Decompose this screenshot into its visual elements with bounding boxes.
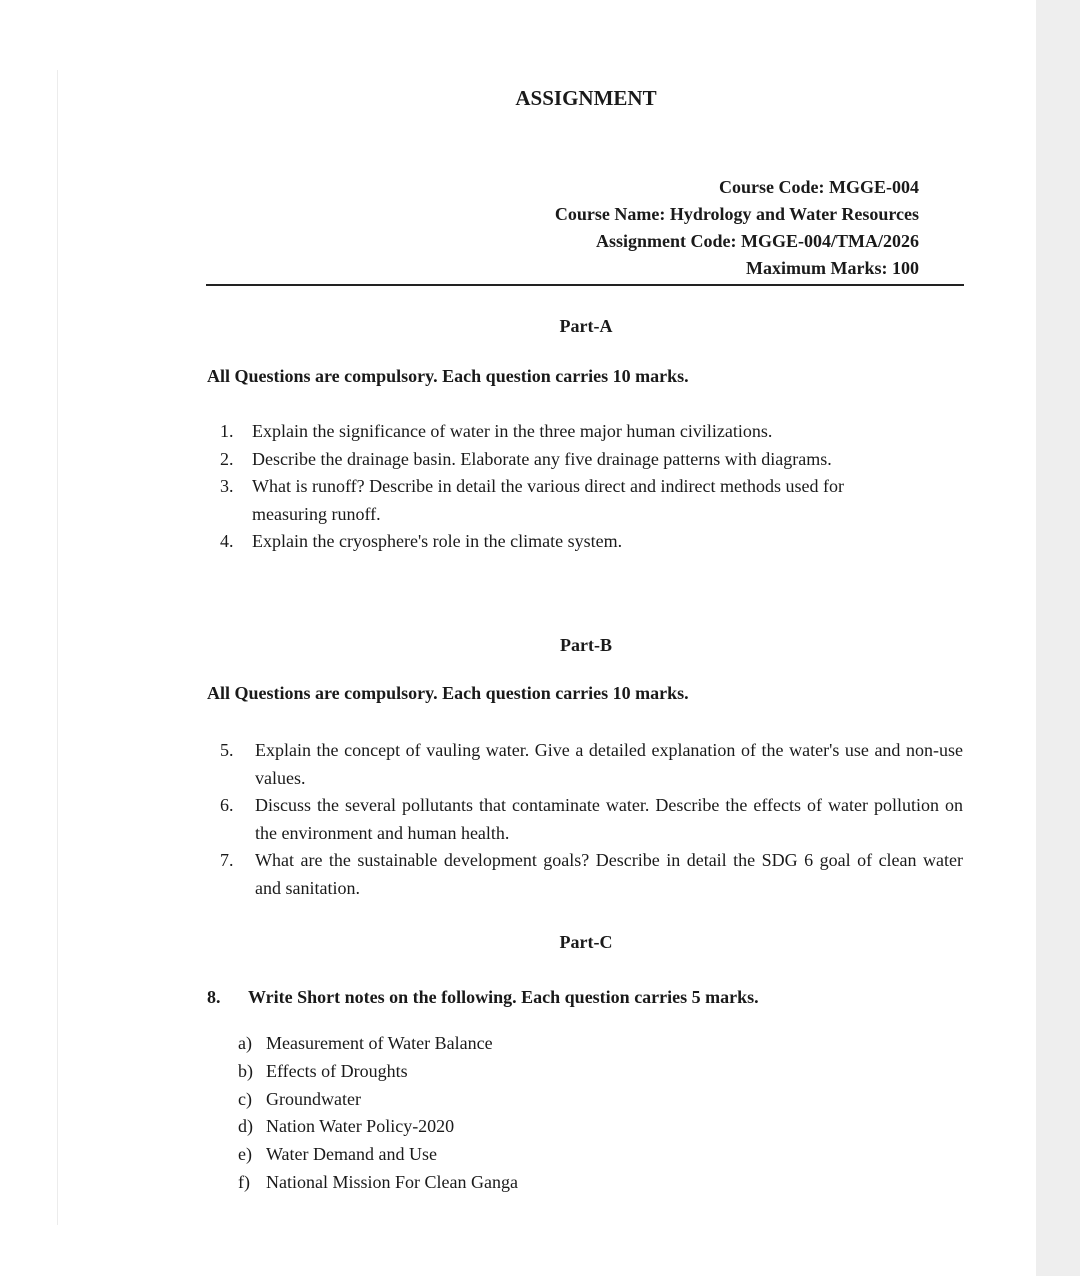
item-text: Nation Water Policy-2020 [266, 1116, 455, 1137]
short-note-item [238, 1086, 518, 1114]
question-number: 4. [220, 531, 234, 551]
maximum-marks: Maximum Marks: 100 [746, 258, 919, 278]
question-item [220, 418, 920, 446]
question-number: 5. [220, 740, 234, 760]
course-name: Course Name: Hydrology and Water Resources [554, 204, 919, 224]
header-divider [206, 284, 964, 286]
question-text: Describe the drainage basin. Elaborate any five drainage patterns with diagrams. [252, 448, 832, 469]
part-c-title: Part-C [559, 932, 613, 952]
question-item [220, 792, 963, 847]
question-text: Explain the concept of vauling water. Give a detailed explanation of the water's use and non-use values. [255, 740, 963, 788]
item-text: Groundwater [266, 1088, 361, 1109]
item-label: b) [238, 1060, 253, 1081]
question-text: Discuss the several pollutants that contaminate water. Describe the effects of water pollution on the environment and human health. [255, 795, 963, 843]
short-note-item [238, 1058, 518, 1086]
question-number: 7. [220, 850, 234, 870]
question-number: 1. [220, 421, 234, 441]
question-text: What is runoff? Describe in detail the various direct and indirect methods used for measuring runoff. [252, 476, 844, 524]
question-text: Explain the significance of water in the three major human civilizations. [252, 421, 773, 441]
part-b-questions [220, 737, 963, 902]
item-label: e) [238, 1144, 252, 1165]
course-info [555, 174, 919, 282]
short-note-item [238, 1030, 518, 1058]
part-b-instruction: All Questions are compulsory. Each question carries 10 marks. [207, 683, 689, 703]
question-item [220, 446, 920, 474]
item-label: a) [238, 1033, 252, 1053]
question-item [220, 737, 963, 792]
question-item [220, 847, 963, 902]
question-text: Write Short notes on the following. Each question carries 5 marks. [248, 987, 759, 1007]
item-label: f) [238, 1171, 250, 1192]
short-note-item [238, 1169, 518, 1197]
question-text: What are the sustainable development goals? Describe in detail the SDG 6 goal of clean water and sanitation. [255, 850, 963, 898]
short-notes-list [238, 1030, 518, 1197]
short-note-item [238, 1141, 518, 1169]
question-number: 2. [220, 448, 234, 469]
item-label: c) [238, 1088, 252, 1109]
item-label: d) [238, 1116, 253, 1137]
document-title: ASSIGNMENT [515, 86, 657, 110]
part-b-title: Part-B [560, 635, 612, 655]
item-text: Effects of Droughts [266, 1060, 408, 1081]
question-8 [207, 987, 759, 1008]
question-text: Explain the cryosphere's role in the climate system. [252, 531, 623, 551]
item-text: National Mission For Clean Ganga [266, 1171, 518, 1192]
short-note-item [238, 1113, 518, 1141]
question-number: 8. [207, 987, 221, 1007]
question-number: 3. [220, 476, 234, 496]
question-item [220, 528, 920, 556]
viewer-side-gutter [1036, 0, 1080, 1276]
part-a-questions [220, 418, 920, 556]
part-a-instruction: All Questions are compulsory. Each question carries 10 marks. [207, 366, 689, 386]
assignment-code: Assignment Code: MGGE-004/TMA/2026 [596, 231, 919, 251]
part-a-title: Part-A [559, 316, 613, 336]
item-text: Water Demand and Use [266, 1144, 437, 1165]
course-code: Course Code: MGGE-004 [719, 177, 919, 197]
question-number: 6. [220, 795, 234, 815]
item-text: Measurement of Water Balance [266, 1033, 493, 1053]
question-item [220, 473, 920, 528]
